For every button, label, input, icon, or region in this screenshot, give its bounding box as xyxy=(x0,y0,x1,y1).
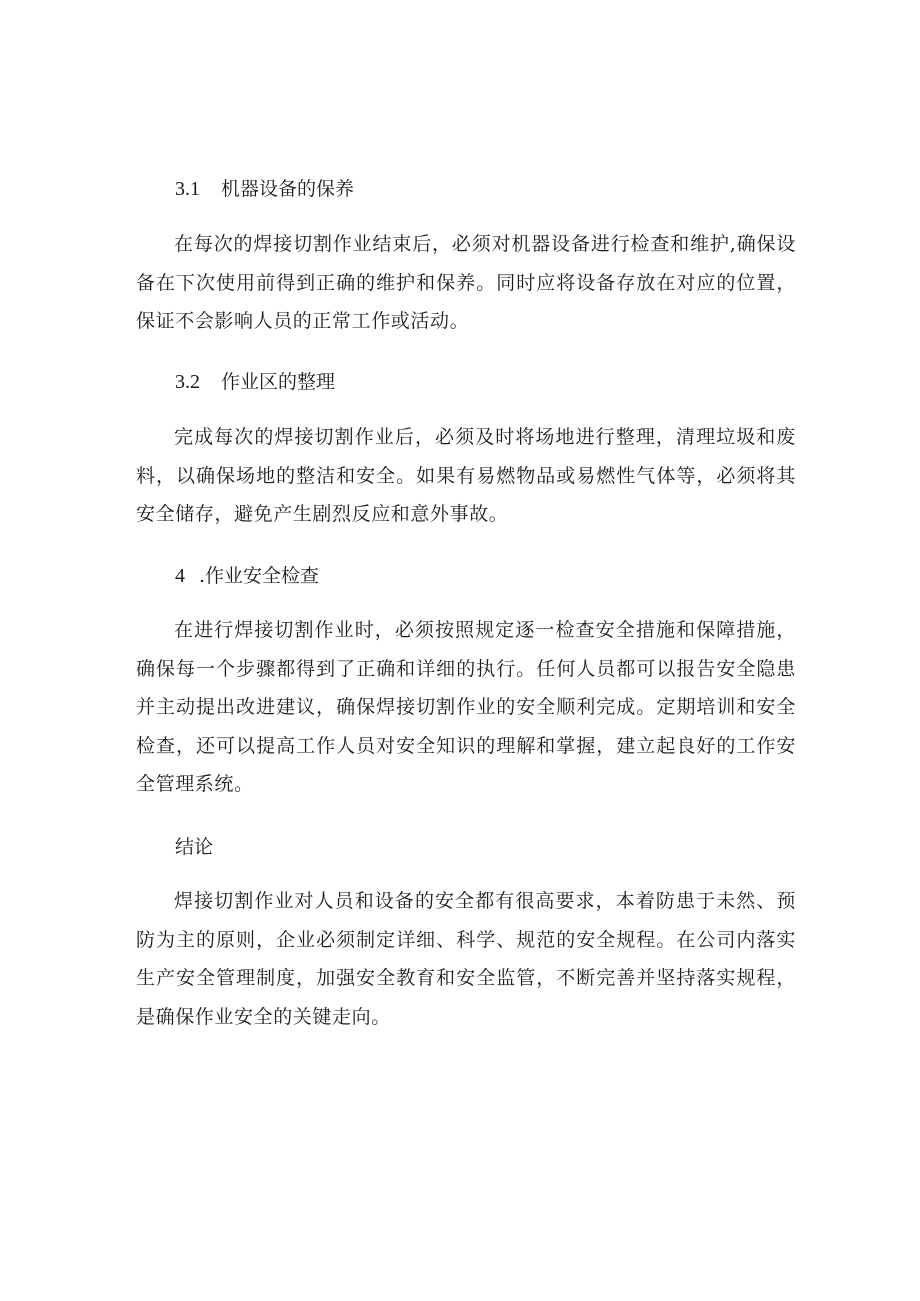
section-title: 机器设备的保养 xyxy=(221,178,355,200)
section-heading-3-1 xyxy=(175,177,354,201)
section-number: 3.1 xyxy=(175,178,200,200)
section-heading-3-2 xyxy=(175,370,335,394)
section-paragraph-conclusion: 焊接切割作业对人员和设备的安全都有很高要求，本着防患于未然、预防为主的原则，企业必须制定详细、科学、规范的安全规程。在公司内落实生产安全管理制度，加强安全教育和安全监管，不断完善并坚持落实规程，是确保作业安全的关键走向。 xyxy=(136,890,796,1028)
section-paragraph-3-2: 完成每次的焊接切割作业后，必须及时将场地进行整理，清理垃圾和废料，以确保场地的整洁和安全。如果有易燃物品或易燃性气体等，必须将其安全储存，避免产生剧烈反应和意外事故。 xyxy=(136,426,796,525)
section-number: 3.2 xyxy=(175,371,200,393)
section-heading-4 xyxy=(175,564,319,588)
section-paragraph-4: 在进行焊接切割作业时，必须按照规定逐一检查安全措施和保障措施，确保每一个步骤都得到了正确和详细的执行。任何人员都可以报告安全隐患并主动提出改进建议，确保焊接切割作业的安全顺利完成。定期培训和安全检查，还可以提高工作人员对安全知识的理解和掌握，建立起良好的工作安全管理系统。 xyxy=(136,619,796,795)
section-paragraph-3-1: 在每次的焊接切割作业结束后，必须对机器设备进行检查和维护,确保设备在下次使用前得到正确的维护和保养。同时应将设备存放在对应的位置，保证不会影响人员的正常工作或活动。 xyxy=(136,233,796,332)
section-title: .作业安全检查 xyxy=(199,565,320,587)
section-title: 结论 xyxy=(175,836,214,858)
section-title: 作业区的整理 xyxy=(221,371,336,393)
section-heading-conclusion xyxy=(175,835,213,859)
section-number: 4 xyxy=(175,565,185,587)
